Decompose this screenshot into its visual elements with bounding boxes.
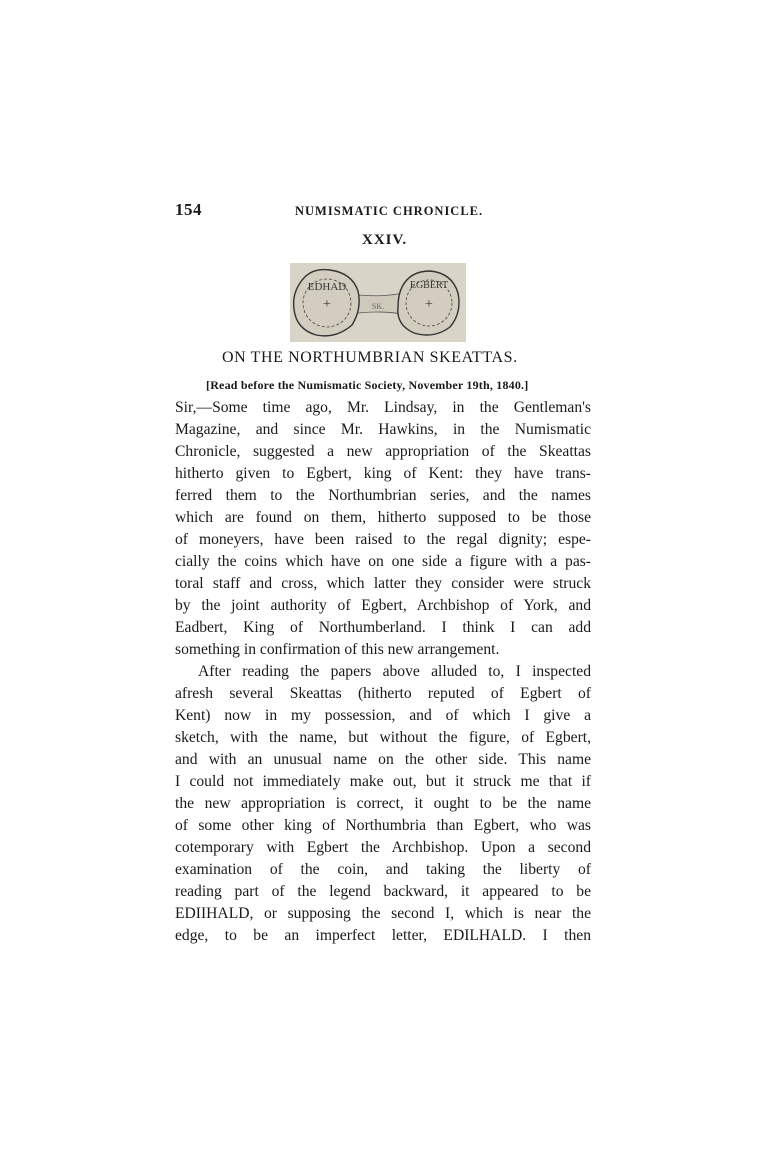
- text-line: I could not immediately make out, but it struck me that if: [175, 773, 591, 790]
- text-line: Eadbert, King of Northumberland. I think I can add: [175, 619, 591, 636]
- text-line: Kent) now in my possession, and of which I give a: [175, 707, 591, 724]
- text-line: After reading the papers above alluded to, I inspected: [198, 663, 591, 680]
- article-title: ON THE NORTHUMBRIAN SKEATTAS.: [222, 349, 518, 366]
- text-line: Sir,—Some time ago, Mr. Lindsay, in the Gentleman's: [175, 399, 591, 416]
- text-line: by the joint authority of Egbert, Archbishop of York, and: [175, 597, 591, 614]
- center-mark: SK.: [371, 302, 385, 311]
- text-line: and with an unusual name on the other side. This name: [175, 751, 591, 768]
- text-line: reading part of the legend backward, it appeared to be: [175, 883, 591, 900]
- obverse-legend: EDHAD: [307, 281, 347, 293]
- text-line: examination of the coin, and taking the liberty of: [175, 861, 591, 878]
- text-line: toral staff and cross, which latter they consider were struck: [175, 575, 591, 592]
- text-line: something in confirmation of this new arrangement.: [175, 641, 500, 658]
- text-line: cotemporary with Egbert the Archbishop. Upon a second: [175, 839, 591, 856]
- text-line: which are found on them, hitherto supposed to be those: [175, 509, 591, 526]
- text-line: hitherto given to Egbert, king of Kent: they have trans-: [175, 465, 591, 482]
- coin-sketch: [290, 263, 466, 342]
- obverse-cross: +: [323, 297, 331, 312]
- text-line: cially the coins which have on one side a figure with a pas-: [175, 553, 591, 570]
- running-head: NUMISMATIC CHRONICLE.: [295, 204, 484, 218]
- reverse-cross: +: [425, 297, 433, 312]
- text-line: of some other king of Northumbria than Egbert, who was: [175, 817, 591, 834]
- text-line: Chronicle, suggested a new appropriation of the Skeattas: [175, 443, 591, 460]
- chapter-number: XXIV.: [362, 232, 408, 248]
- text-line: ferred them to the Northumbrian series, and the names: [175, 487, 591, 504]
- text-line: the new appropriation is correct, it ought to be the name: [175, 795, 591, 812]
- read-note: [Read before the Numismatic Society, November 19th, 1840.]: [206, 378, 529, 392]
- coin-figure: [290, 263, 466, 342]
- text-line: of moneyers, have been raised to the regal dignity; espe-: [175, 531, 591, 548]
- text-line: edge, to be an imperfect letter, EDILHALD. I then: [175, 927, 591, 944]
- text-line: afresh several Skeattas (hitherto reputed of Egbert of: [175, 685, 591, 702]
- text-line: EDIIHALD, or supposing the second I, which is near the: [175, 905, 591, 922]
- text-line: sketch, with the name, but without the figure, of Egbert,: [175, 729, 591, 746]
- page-number: 154: [175, 200, 202, 219]
- reverse-legend: EGBERT: [409, 280, 449, 291]
- text-line: Magazine, and since Mr. Hawkins, in the Numismatic: [175, 421, 591, 438]
